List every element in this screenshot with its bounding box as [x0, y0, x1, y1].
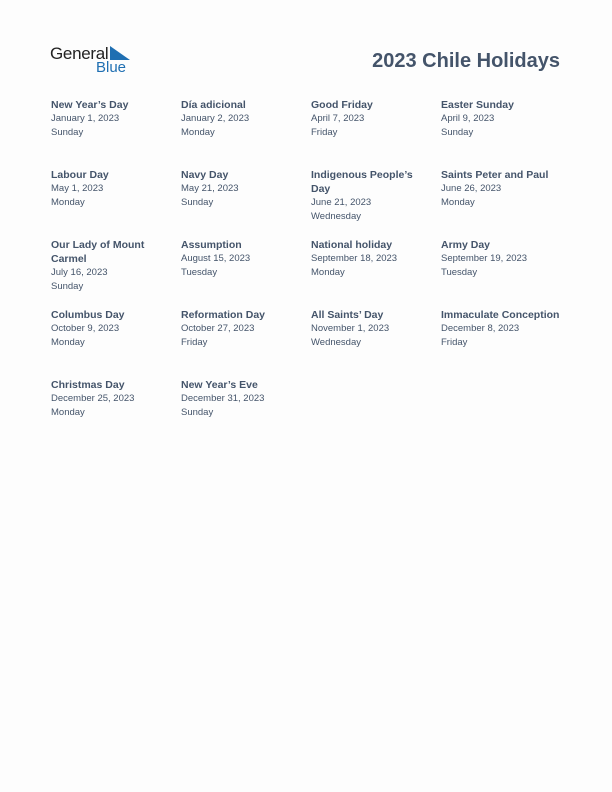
- holiday-item: [51, 308, 181, 378]
- holiday-name: Good Friday: [311, 99, 373, 111]
- holiday-date: September 19, 2023: [441, 253, 528, 264]
- holiday-weekday: Monday: [51, 197, 85, 208]
- holiday-item: [181, 378, 311, 448]
- holiday-name: Army Day: [441, 239, 491, 251]
- holiday-name: New Year’s Eve: [181, 379, 258, 391]
- holiday-weekday: Friday: [441, 337, 468, 348]
- holiday-weekday: Monday: [311, 267, 345, 278]
- holiday-date: August 15, 2023: [181, 253, 251, 264]
- holiday-weekday: Wednesday: [311, 337, 361, 348]
- holiday-date: January 1, 2023: [51, 113, 120, 124]
- holiday-item: [311, 238, 441, 308]
- holiday-weekday: Sunday: [51, 127, 84, 138]
- holiday-name: Reformation Day: [181, 309, 266, 321]
- holiday-name: Día adicional: [181, 99, 246, 111]
- holiday-name: Saints Peter and Paul: [441, 169, 549, 181]
- holiday-date: July 16, 2023: [51, 267, 108, 278]
- holiday-date: October 9, 2023: [51, 323, 120, 334]
- holiday-date: November 1, 2023: [311, 323, 390, 334]
- holiday-weekday: Monday: [441, 197, 475, 208]
- holiday-weekday: Tuesday: [441, 267, 478, 278]
- holiday-weekday: Sunday: [441, 127, 474, 138]
- holiday-weekday: Monday: [181, 127, 215, 138]
- holiday-date: May 21, 2023: [181, 183, 239, 194]
- holiday-weekday: Sunday: [181, 197, 214, 208]
- logo-text-blue: Blue: [96, 59, 127, 76]
- holiday-date: September 18, 2023: [311, 253, 398, 264]
- logo-flag-icon: [110, 46, 130, 60]
- holiday-date: December 8, 2023: [441, 323, 520, 334]
- holiday-item: [51, 98, 181, 168]
- holiday-weekday: Sunday: [51, 281, 84, 292]
- holiday-name: Labour Day: [51, 169, 109, 181]
- holiday-item: [441, 308, 571, 378]
- holiday-date: January 2, 2023: [181, 113, 250, 124]
- holiday-date: December 25, 2023: [51, 393, 135, 404]
- holiday-name: Columbus Day: [51, 309, 125, 321]
- holiday-date: April 9, 2023: [441, 113, 495, 124]
- holiday-weekday: Tuesday: [181, 267, 218, 278]
- page-title: 2023 Chile Holidays: [372, 50, 560, 72]
- holiday-name: Our Lady of Mount Carmel: [51, 239, 145, 265]
- logo-text-general: General: [50, 44, 109, 63]
- holiday-name: Navy Day: [181, 169, 229, 181]
- holiday-name: All Saints’ Day: [311, 309, 384, 321]
- holiday-item: [311, 308, 441, 378]
- holiday-weekday: Monday: [51, 337, 85, 348]
- holiday-name: Immaculate Conception: [441, 309, 560, 321]
- holiday-date: June 26, 2023: [441, 183, 502, 194]
- generalblue-logo: [50, 44, 134, 78]
- holiday-date: October 27, 2023: [181, 323, 255, 334]
- holiday-item: [181, 238, 311, 308]
- holiday-grid: [51, 98, 571, 448]
- holiday-weekday: Sunday: [181, 407, 214, 418]
- holiday-item: [51, 378, 181, 448]
- holiday-name: New Year’s Day: [51, 99, 129, 111]
- holiday-date: December 31, 2023: [181, 393, 265, 404]
- holiday-item: [441, 168, 571, 238]
- holiday-weekday: Friday: [181, 337, 208, 348]
- holiday-weekday: Friday: [311, 127, 338, 138]
- holiday-item: [51, 238, 181, 308]
- holiday-name: Indigenous People’s Day: [311, 169, 413, 195]
- holiday-item: [51, 168, 181, 238]
- holiday-date: April 7, 2023: [311, 113, 365, 124]
- holiday-item: [441, 238, 571, 308]
- holiday-name: National holiday: [311, 239, 393, 251]
- holiday-item: [181, 168, 311, 238]
- holiday-name: Christmas Day: [51, 379, 125, 391]
- holiday-date: June 21, 2023: [311, 197, 372, 208]
- holiday-name: Assumption: [181, 239, 242, 251]
- holiday-item: [181, 98, 311, 168]
- holiday-item: [311, 168, 441, 238]
- holiday-date: May 1, 2023: [51, 183, 104, 194]
- holiday-weekday: Wednesday: [311, 211, 361, 222]
- holiday-item: [441, 98, 571, 168]
- holiday-item: [311, 98, 441, 168]
- holiday-item: [181, 308, 311, 378]
- holiday-weekday: Monday: [51, 407, 85, 418]
- holiday-name: Easter Sunday: [441, 99, 514, 111]
